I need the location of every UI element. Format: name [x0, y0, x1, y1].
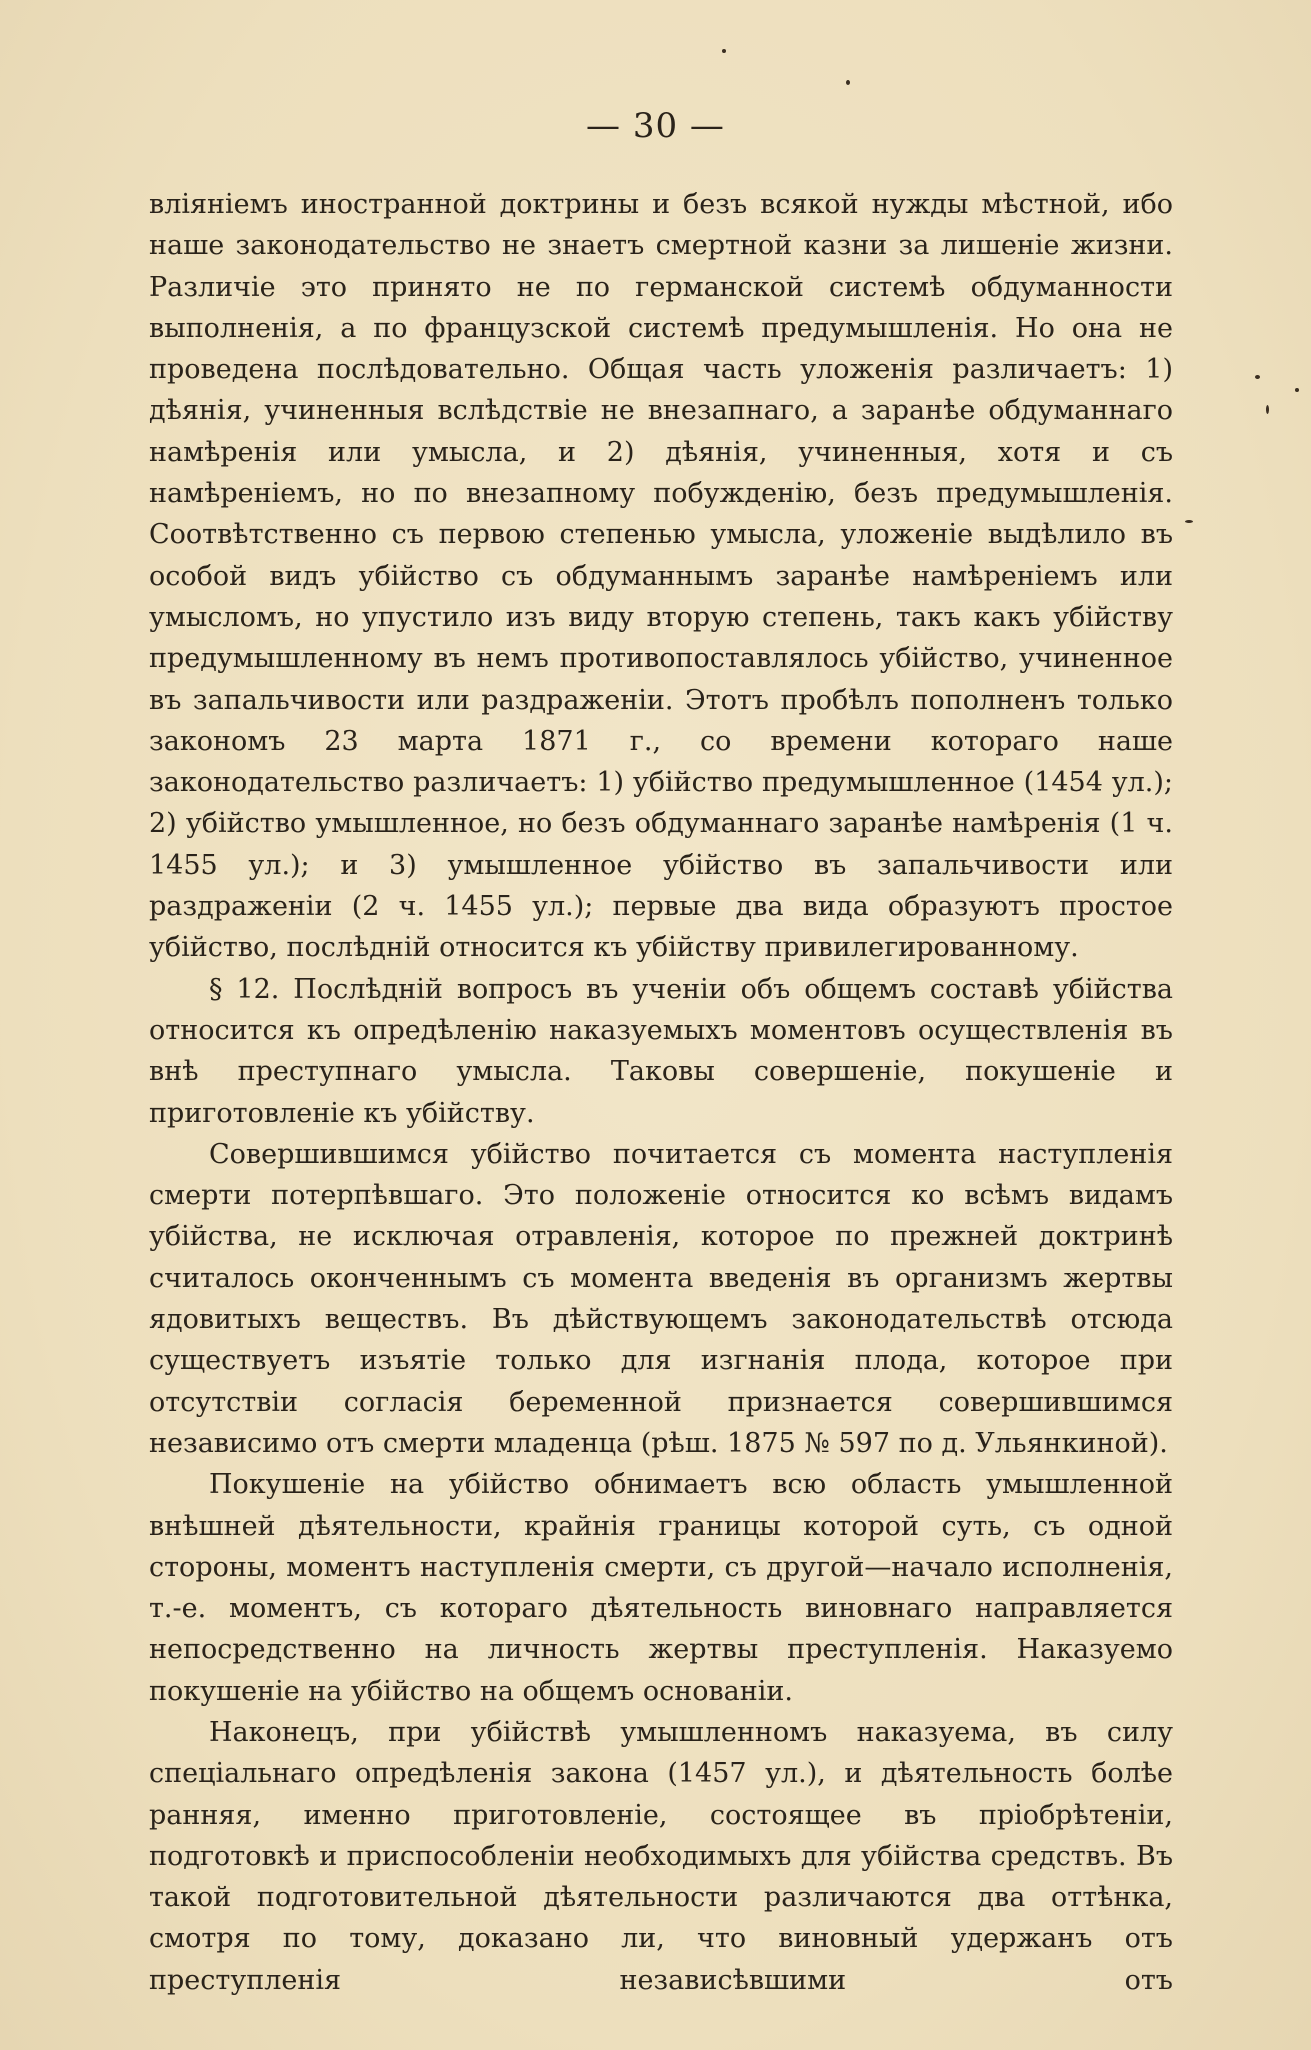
margin-speck: [1295, 388, 1299, 392]
paragraph-1: вліяніемъ иностранной доктрины и безъ всякой нужды мѣстной, ибо наше законодательство не знаетъ смертной казни за лишеніе жизни. Различіе это принято не по германской системѣ обдуманности выполненія, а по французской системѣ предумышленія. Но она не проведена послѣдовательно. Общая часть уложенія различаетъ: 1) дѣянія, учиненныя вслѣдствіе не внезапнаго, а заранѣе обдуманнаго намѣренія или умысла, и 2) дѣянія, учиненныя, хотя и съ намѣреніемъ, но по внезапному побужденію, безъ предумышленія. Соотвѣтственно съ первою степенью умысла, уложеніе выдѣлило въ особой видъ убійство съ обдуманнымъ заранѣе намѣреніемъ или умысломъ, но упустило изъ виду вторую степень, такъ какъ убійству предумышленному въ немъ противопоставлялось убійство, учиненное въ запальчивости или раздраженіи. Этотъ пробѣлъ пополненъ только закономъ 23 марта 1871 г., со времени котораго наше законодательство различаетъ: 1) убійство предумышленное (1454 ул.); 2) убійство умышленное, но безъ обдуманнаго заранѣе намѣренія (1 ч. 1455 ул.); и 3) умышленное убійство въ запальчивости или раздраженіи (2 ч. 1455 ул.); первые два вида образуютъ простое убійство, послѣдній относится къ убійству привилегированному.: [149, 189, 1173, 964]
margin-speck: [1185, 520, 1193, 523]
margin-speck: [1266, 405, 1269, 414]
margin-speck: [846, 80, 850, 85]
paragraph-3: Совершившимся убійство почитается съ момента наступленія смерти потерпѣвшаго. Это положеніе относится ко всѣмъ видамъ убійства, не исключая отравленія, которое по прежней доктринѣ считалось оконченнымъ съ момента введенія въ организмъ жертвы ядовитыхъ веществъ. Въ дѣйствующемъ законодательствѣ отсюда существуетъ изъятіе только для изгнанія плода, которое при отсутствіи согласія беременной признается совершившимся независимо отъ смерти младенца (рѣш. 1875 № 597 по д. Ульянкиной).: [149, 1138, 1173, 1459]
margin-speck: [722, 49, 726, 53]
body-text: [149, 184, 1173, 2001]
paragraph-4: Покушеніе на убійство обнимаетъ всю область умышленной внѣшней дѣятельности, крайнія границы которой суть, съ одной стороны, моментъ наступленія смерти, съ другой—начало исполненія, т.-е. моментъ, съ котораго дѣятельность виновнаго направляется непосредственно на личность жертвы преступленія. Наказуемо покушеніе на убійство на общемъ основаніи.: [149, 1469, 1173, 1707]
paragraph-2-section-12: § 12. Послѣдній вопросъ въ ученіи объ общемъ составѣ убійства относится къ опредѣленію наказуемыхъ моментовъ осуществленія въ внѣ преступнаго умысла. Таковы совершеніе, покушеніе и приготовленіе къ убійству.: [149, 973, 1173, 1129]
margin-speck: [1255, 375, 1260, 379]
paragraph-5: Наконецъ, при убійствѣ умышленномъ наказуема, въ силу спеціальнаго опредѣленія закона (1457 ул.), и дѣятельность болѣе ранняя, именно приготовленіе, состоящее въ пріобрѣтеніи, подготовкѣ и приспособленіи необходимыхъ для убійства средствъ. Въ такой подготовительной дѣятельности различаются два оттѣнка, смотря по тому, доказано ли, что виновный удержанъ отъ преступленія независѣвшими отъ: [149, 1716, 1173, 1996]
page-number: — 30 —: [586, 106, 725, 146]
